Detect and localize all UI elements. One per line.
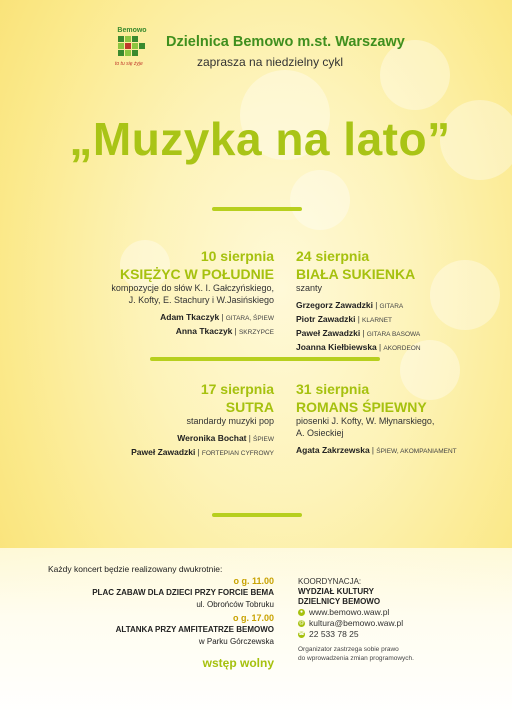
brush-divider	[212, 207, 302, 211]
email-link[interactable]: kultura@bemowo.waw.pl	[309, 618, 404, 628]
event-description: J. Kofty, E. Stachury i W.Jasińskiego	[128, 295, 274, 305]
performer-role: GITARA BASOWA	[366, 331, 421, 338]
session-time: o g. 17.00	[232, 613, 274, 623]
event-date: 24 sierpnia	[296, 248, 370, 264]
schedule-intro: Każdy koncert będzie realizowany dwukrotnie:	[48, 564, 223, 574]
venue-name: ALTANKA PRZY AMFITEATRZE BEMOWO	[115, 625, 274, 634]
event-card	[111, 248, 274, 339]
event-description: standardy muzyki pop	[186, 416, 274, 426]
event-date: 31 sierpnia	[296, 381, 370, 397]
main-title: „Muzyka na lato”	[69, 113, 451, 165]
performer-name: Paweł Zawadzki	[296, 328, 361, 338]
performer-name: Joanna Kiełbiewska	[296, 342, 377, 352]
event-description: szanty	[296, 283, 323, 293]
performer-role: SKRZYPCE	[238, 329, 274, 336]
performer-role: FORTEPIAN CYFROWY	[201, 450, 274, 457]
performer-list	[296, 299, 421, 355]
disclaimer-note	[298, 645, 414, 663]
phone-icon: ☎	[298, 631, 305, 637]
performer-role: AKORDEON	[383, 345, 421, 352]
performer: Anna Tkaczyk | SKRZYPCE	[175, 326, 274, 336]
at-icon: @	[298, 620, 305, 626]
performer-role: ŚPIEW	[253, 436, 274, 443]
organizer-name: Dzielnica Bemowo m.st. Warszawy	[166, 34, 405, 50]
logo-slogan: to tu się żyje	[115, 61, 143, 67]
event-card	[296, 381, 457, 458]
performer-role: ŚPIEW, AKOMPANIAMENT	[376, 448, 457, 455]
performer-name: Agata Zakrzewska	[296, 445, 370, 455]
website-row	[298, 607, 403, 618]
event-title: BIAŁA SUKIENKA	[296, 266, 416, 282]
performer-name: Piotr Zawadzki	[296, 314, 356, 324]
performer: Paweł Zawadzki | FORTEPIAN CYFROWY	[131, 447, 274, 457]
venue-address: ul. Obrońców Tobruku	[196, 600, 274, 609]
event-date: 10 sierpnia	[200, 248, 274, 264]
performer: Adam Tkaczyk | GITARA, ŚPIEW	[160, 312, 274, 322]
session-time: o g. 11.00	[233, 576, 274, 586]
coordination-org: WYDZIAŁ KULTURY	[298, 587, 374, 596]
invite-text: zaprasza na niedzielny cykl	[197, 55, 344, 69]
performer: Paweł Zawadzki | GITARA BASOWA	[296, 328, 421, 338]
event-title: KSIĘŻYC W POŁUDNIE	[119, 266, 274, 282]
bokeh-circle	[380, 40, 450, 110]
coordination-label: KOORDYNACJA:	[298, 577, 362, 586]
performer-list	[296, 444, 457, 458]
event-date: 17 sierpnia	[200, 381, 274, 397]
venue-name: PLAC ZABAW DLA DZIECI PRZY FORCIE BEMA	[92, 588, 274, 597]
performer-role: GITARA, ŚPIEW	[225, 315, 274, 322]
performer-list	[111, 311, 274, 339]
performer-name: Grzegorz Zawadzki	[296, 300, 373, 310]
brush-divider	[150, 357, 380, 361]
venue-address: w Parku Górczewska	[198, 637, 274, 646]
performer-role: KLARNET	[362, 317, 393, 324]
globe-icon: ●	[299, 609, 304, 615]
free-entry: wstęp wolny	[202, 656, 274, 670]
brush-divider	[212, 513, 302, 517]
coordination-org: DZIELNICY BEMOWO	[298, 597, 381, 606]
phone-number: 22 533 78 25	[309, 629, 359, 639]
performer: Agata Zakrzewska | ŚPIEW, AKOMPANIAMENT	[296, 445, 457, 455]
event-title: SUTRA	[225, 399, 274, 415]
performer-list	[131, 432, 274, 460]
phone-row	[298, 629, 403, 640]
website-link[interactable]: www.bemowo.waw.pl	[309, 607, 390, 617]
event-description: piosenki J. Kofty, W. Młynarskiego,	[296, 416, 435, 426]
event-description: kompozycje do słów K. I. Gałczyńskiego,	[111, 283, 274, 293]
event-title: ROMANS ŚPIEWNY	[296, 399, 427, 415]
performer: Grzegorz Zawadzki | GITARA	[296, 300, 404, 310]
event-card	[131, 381, 274, 460]
event-description: A. Osieckiej	[296, 428, 344, 438]
bemowo-logo	[115, 27, 147, 73]
performer-name: Paweł Zawadzki	[131, 447, 196, 457]
performer: Weronika Bochat | ŚPIEW	[177, 433, 274, 443]
performer-name: Weronika Bochat	[177, 433, 247, 443]
disclaimer-line: do wprowadzenia zmian programowych.	[298, 655, 414, 662]
event-card	[296, 248, 421, 355]
performer-name: Adam Tkaczyk	[160, 312, 220, 322]
logo-label: Bemowo	[117, 27, 147, 34]
performer: Joanna Kiełbiewska | AKORDEON	[296, 342, 421, 352]
coordination-block	[298, 577, 403, 640]
email-row	[298, 618, 403, 629]
performer-role: GITARA	[379, 303, 404, 310]
performer-name: Anna Tkaczyk	[175, 326, 233, 336]
logo-grid-icon	[118, 36, 144, 60]
bokeh-circle	[430, 260, 500, 330]
bokeh-circle	[290, 170, 350, 230]
performer: Piotr Zawadzki | KLARNET	[296, 314, 393, 324]
disclaimer-line: Organizator zastrzega sobie prawo	[298, 646, 399, 653]
